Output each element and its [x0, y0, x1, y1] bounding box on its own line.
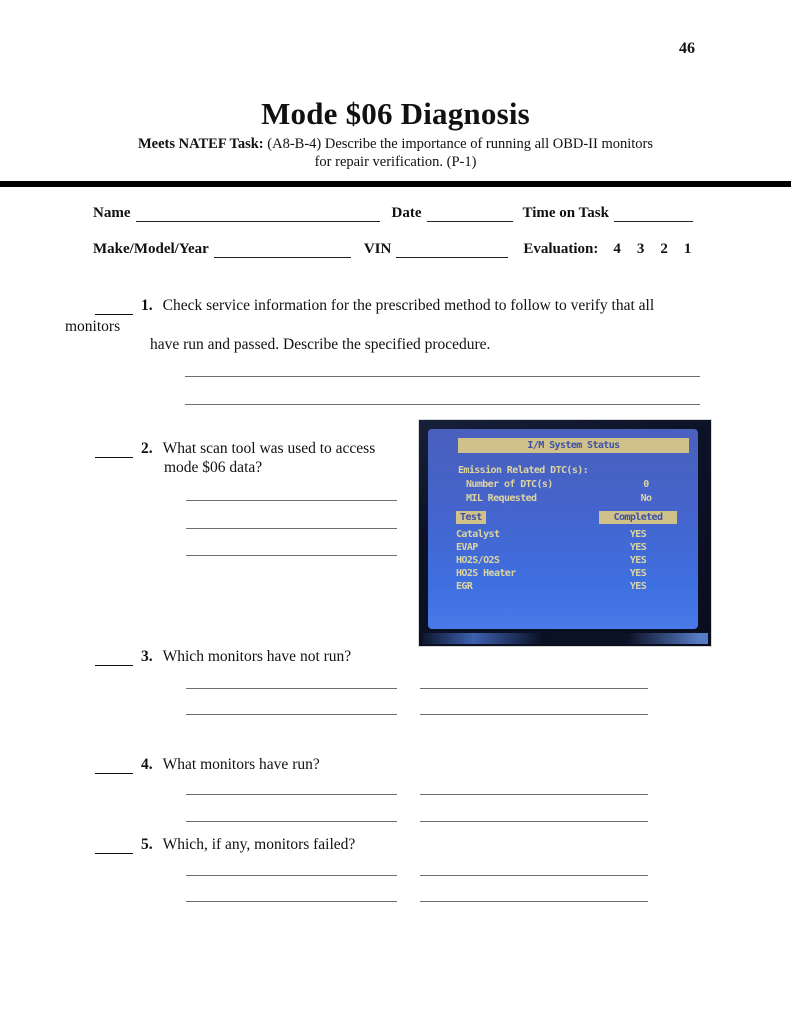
question-1-number: 1.	[141, 297, 153, 314]
question-5-text: Which, if any, monitors failed?	[162, 836, 356, 853]
mil-requested-value: No	[640, 493, 652, 504]
name-label: Name	[93, 205, 131, 221]
date-field-line[interactable]	[427, 206, 513, 222]
answer-line[interactable]	[186, 794, 397, 795]
question-5-number: 5.	[141, 836, 153, 853]
question-4	[95, 756, 320, 774]
evaluation-score-1: 1	[683, 241, 692, 257]
mil-requested-row	[428, 493, 698, 506]
question-2-text-line2: mode $06 data?	[164, 459, 263, 476]
dtc-count-row	[428, 479, 698, 492]
evaluation-score-2: 2	[660, 241, 668, 257]
answer-line[interactable]	[420, 714, 648, 715]
question-4-number: 4.	[141, 756, 153, 773]
completed-column-header: Completed	[599, 511, 677, 524]
question-2-score-blank[interactable]	[95, 444, 133, 458]
date-label: Date	[391, 205, 422, 221]
info-row-2	[93, 241, 691, 258]
monitor-row	[428, 568, 698, 581]
mil-requested-label: MIL Requested	[466, 493, 537, 504]
question-2-text-line1: What scan tool was used to access	[162, 440, 376, 457]
natef-task-line1	[0, 136, 791, 153]
natef-task-label: Meets NATEF Task:	[137, 136, 264, 152]
make-model-year-label: Make/Model/Year	[93, 241, 209, 257]
question-2	[95, 440, 375, 458]
answer-line[interactable]	[186, 714, 397, 715]
test-column-header: Test	[456, 511, 486, 524]
time-on-task-field-line[interactable]	[614, 206, 693, 222]
answer-line[interactable]	[420, 901, 648, 902]
question-1	[95, 297, 654, 315]
answer-line[interactable]	[185, 376, 700, 377]
question-3-number: 3.	[141, 648, 153, 665]
scan-tool-screen	[428, 429, 698, 629]
info-row-1	[93, 205, 693, 222]
question-4-text: What monitors have run?	[162, 756, 320, 773]
answer-line[interactable]	[420, 821, 648, 822]
answer-line[interactable]	[185, 404, 700, 405]
page-number: 46	[679, 40, 695, 57]
header-divider	[0, 181, 791, 187]
vin-field-line[interactable]	[396, 242, 508, 258]
monitor-name: HO2S/O2S	[456, 555, 500, 566]
monitor-row	[428, 529, 698, 542]
answer-line[interactable]	[420, 875, 648, 876]
question-1-hanging-word: monitors	[65, 318, 121, 335]
question-5-score-blank[interactable]	[95, 840, 133, 854]
answer-line[interactable]	[186, 528, 397, 529]
monitor-row	[428, 581, 698, 594]
photo-bezel-glare	[422, 633, 708, 644]
answer-line[interactable]	[420, 688, 648, 689]
monitor-name: Catalyst	[456, 529, 500, 540]
question-1-text-line2: have run and passed. Describe the specified procedure.	[150, 336, 491, 353]
time-on-task-label: Time on Task	[522, 205, 609, 221]
monitor-name: EVAP	[456, 542, 478, 553]
answer-line[interactable]	[186, 500, 397, 501]
evaluation-label: Evaluation:	[523, 241, 599, 257]
monitor-status: YES	[629, 581, 647, 592]
question-1-score-blank[interactable]	[95, 301, 133, 315]
scan-screen-title-bar: I/M System Status	[458, 438, 689, 453]
monitor-status: YES	[629, 568, 647, 579]
monitor-row	[428, 555, 698, 568]
answer-line[interactable]	[186, 901, 397, 902]
answer-line[interactable]	[186, 688, 397, 689]
monitor-name: EGR	[456, 581, 473, 592]
natef-task-line2: for repair verification. (P-1)	[314, 154, 477, 170]
answer-line[interactable]	[420, 794, 648, 795]
question-3-text: Which monitors have not run?	[162, 648, 352, 665]
natef-task-text: (A8-B-4) Describe the importance of running all OBD-II monitors	[267, 136, 654, 152]
dtc-count-value: 0	[643, 479, 649, 490]
monitor-status: YES	[629, 555, 647, 566]
question-3	[95, 648, 351, 666]
answer-line[interactable]	[186, 555, 397, 556]
question-5	[95, 836, 355, 854]
scan-tool-photo	[418, 419, 712, 647]
monitor-table-header	[428, 513, 698, 526]
make-model-year-field-line[interactable]	[214, 242, 351, 258]
question-1-text-line1: Check service information for the prescribed method to follow to verify that all	[162, 297, 655, 314]
evaluation-score-3: 3	[636, 241, 645, 257]
evaluation-score-4: 4	[613, 241, 621, 257]
answer-line[interactable]	[186, 875, 397, 876]
answer-line[interactable]	[186, 821, 397, 822]
question-4-score-blank[interactable]	[95, 760, 133, 774]
monitor-status: YES	[629, 529, 647, 540]
vin-label: VIN	[363, 241, 392, 257]
dtc-count-label: Number of DTC(s)	[466, 479, 553, 490]
page-title: Mode $06 Diagnosis	[261, 96, 530, 131]
monitor-row	[428, 542, 698, 555]
question-3-score-blank[interactable]	[95, 652, 133, 666]
monitor-status: YES	[629, 542, 647, 553]
monitor-name: HO2S Heater	[456, 568, 516, 579]
dtc-section-header: Emission Related DTC(s):	[458, 465, 589, 476]
name-field-line[interactable]	[136, 206, 380, 222]
question-2-number: 2.	[141, 440, 153, 457]
